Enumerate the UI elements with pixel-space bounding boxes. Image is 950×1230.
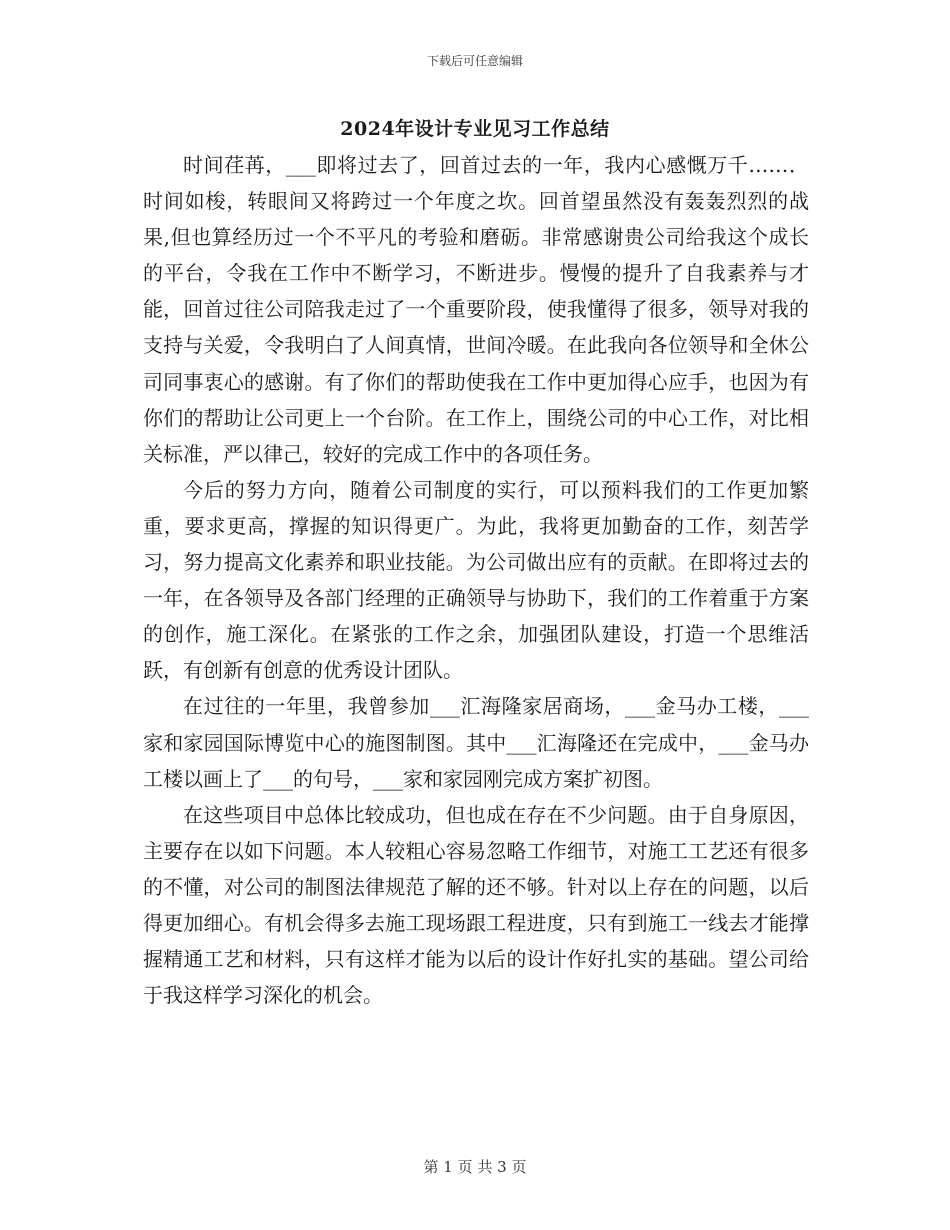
paragraph-1: 时间荏苒，___即将过去了，回首过去的一年，我内心感慨万千……．时间如梭，转眼间又将跨过一个年度之坎。回首望虽然没有轰轰烈烈的战果,但也算经历过一个不平凡的考验和磨砺。非常感谢贵公司给我这个成长的平台，令我在工作中不断学习，不断进步。慢慢的提升了自我素养与才能，回首过往公司陪我走过了一个重要阶段，使我懂得了很多，领导对我的支持与关爱，令我明白了人间真情，世间冷暖。在此我向各位领导和全休公司同事衷心的感谢。有了你们的帮助使我在工作中更加得心应手，也因为有你们的帮助让公司更上一个台阶。在工作上，围绕公司的中心工作，对比相关标准，严以律己，较好的完成工作中的各项任务。 <box>143 153 809 466</box>
document-title: 2024年设计专业见习工作总结 <box>340 118 610 140</box>
paragraph-3: 在过往的一年里，我曾参加___汇海隆家居商场，___金马办工楼，___家和家园国际博览中心的施图制图。其中___汇海隆还在完成中，___金马办工楼以画上了___的句号，___家和家园刚完成方案扩初图。 <box>143 694 809 791</box>
header-note: 下载后可任意编辑 <box>426 54 523 68</box>
paragraph-4: 在这些项目中总体比较成功，但也成在存在不少问题。由于自身原因，主要存在以如下问题。本人较粗心容易忽略工作细节，对施工工艺还有很多的不懂，对公司的制图法律规范了解的还不够。针对以上存在的问题，以后得更加细心。有机会得多去施工现场跟工程进度，只有到施工一线去才能撑握精通工艺和材料，只有这样才能为以后的设计作好扎实的基础。望公司给于我这样学习深化的机会。 <box>143 802 809 1008</box>
paragraph-2: 今后的努力方向，随着公司制度的实行，可以预料我们的工作更加繁重，要求更高，撑握的知识得更广。为此，我将更加勤奋的工作，刻苦学习，努力提高文化素养和职业技能。为公司做出应有的贡献。在即将过去的一年，在各领导及各部门经理的正确领导与协助下，我们的工作着重于方案的创作，施工深化。在紧张的工作之余，加强团队建设，打造一个思维活跃，有创新有创意的优秀设计团队。 <box>143 477 809 683</box>
document-body <box>143 147 809 1013</box>
page-number: 第 1 页 共 3 页 <box>423 1158 527 1176</box>
